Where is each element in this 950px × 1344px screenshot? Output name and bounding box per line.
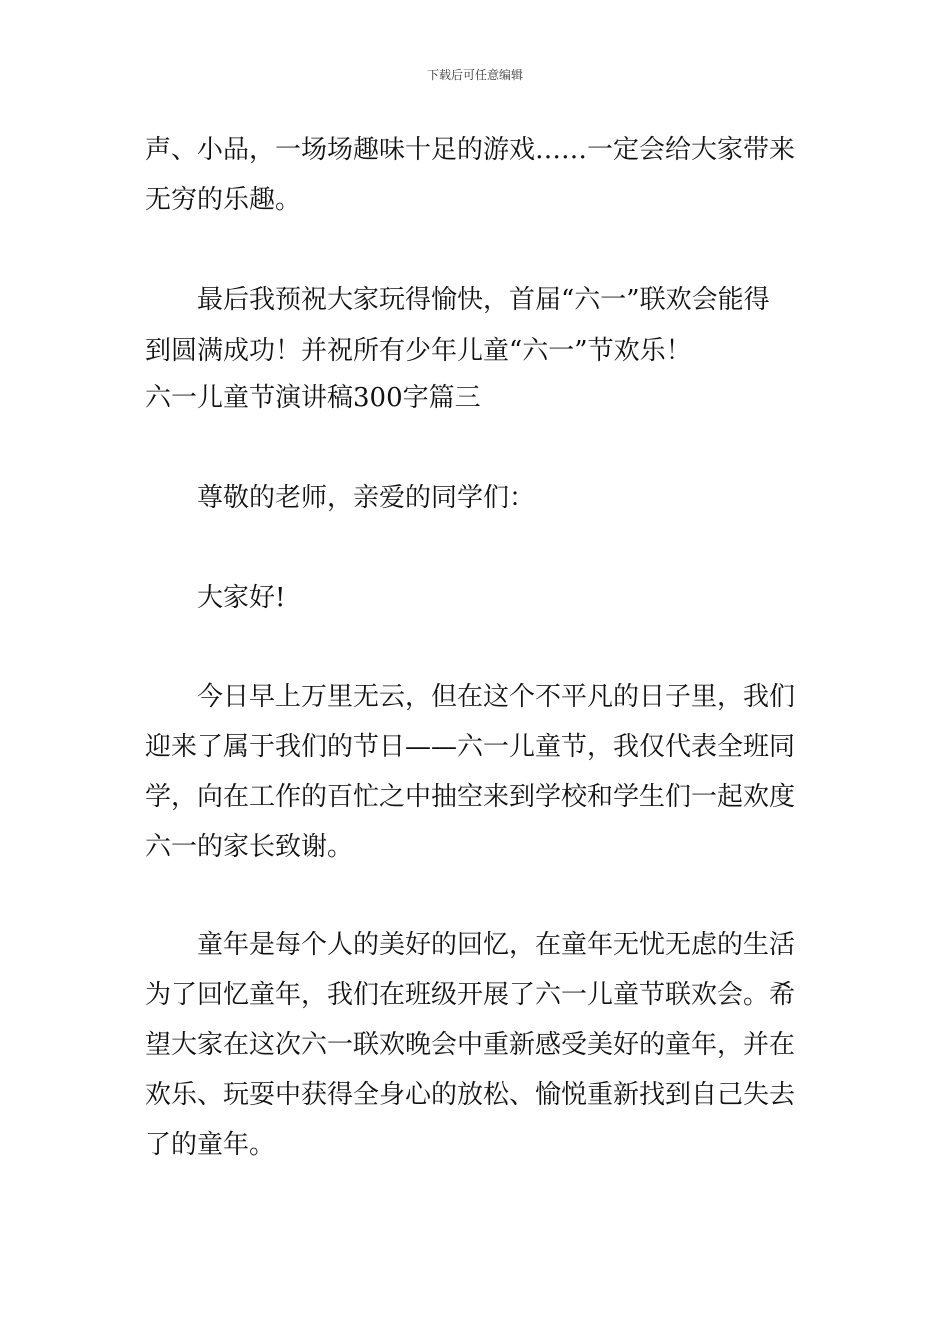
text-line: 最后我预祝大家玩得愉快，首届“六一”联欢会能得 [197, 285, 770, 315]
text-line: 为了回忆童年，我们在班级开展了六一儿童节联欢会。希 [145, 980, 796, 1010]
greeting: 大家好! [197, 583, 286, 613]
text-line: 童年是每个人的美好的回忆，在童年无忧无虑的生活 [197, 930, 796, 960]
text-line: 到圆满成功！并祝所有少年儿童“六一”节欢乐！ [145, 336, 692, 366]
text-line: 无穷的乐趣。 [145, 185, 302, 215]
text-line: 望大家在这次六一联欢晚会中重新感受美好的童年，并在 [145, 1030, 796, 1060]
header-note: 下载后可任意编辑 [426, 68, 523, 82]
section-heading: 六一儿童节演讲稿300字篇三 [145, 383, 481, 413]
salutation: 尊敬的老师，亲爱的同学们： [197, 483, 536, 513]
text-line: 今日早上万里无云，但在这个不平凡的日子里，我们 [197, 682, 796, 712]
text-line: 欢乐、玩耍中获得全身心的放松、愉悦重新找到自己失去 [145, 1080, 796, 1110]
text-line: 学，向在工作的百忙之中抽空来到学校和学生们一起欢度 [145, 782, 796, 812]
text-line: 六一的家长致谢。 [145, 832, 354, 862]
text-line: 迎来了属于我们的节日——六一儿童节，我仅代表全班同 [145, 732, 796, 762]
text-line: 了的童年。 [145, 1130, 276, 1160]
text-line: 声、小品，一场场趣味十足的游戏……一定会给大家带来 [145, 135, 796, 165]
